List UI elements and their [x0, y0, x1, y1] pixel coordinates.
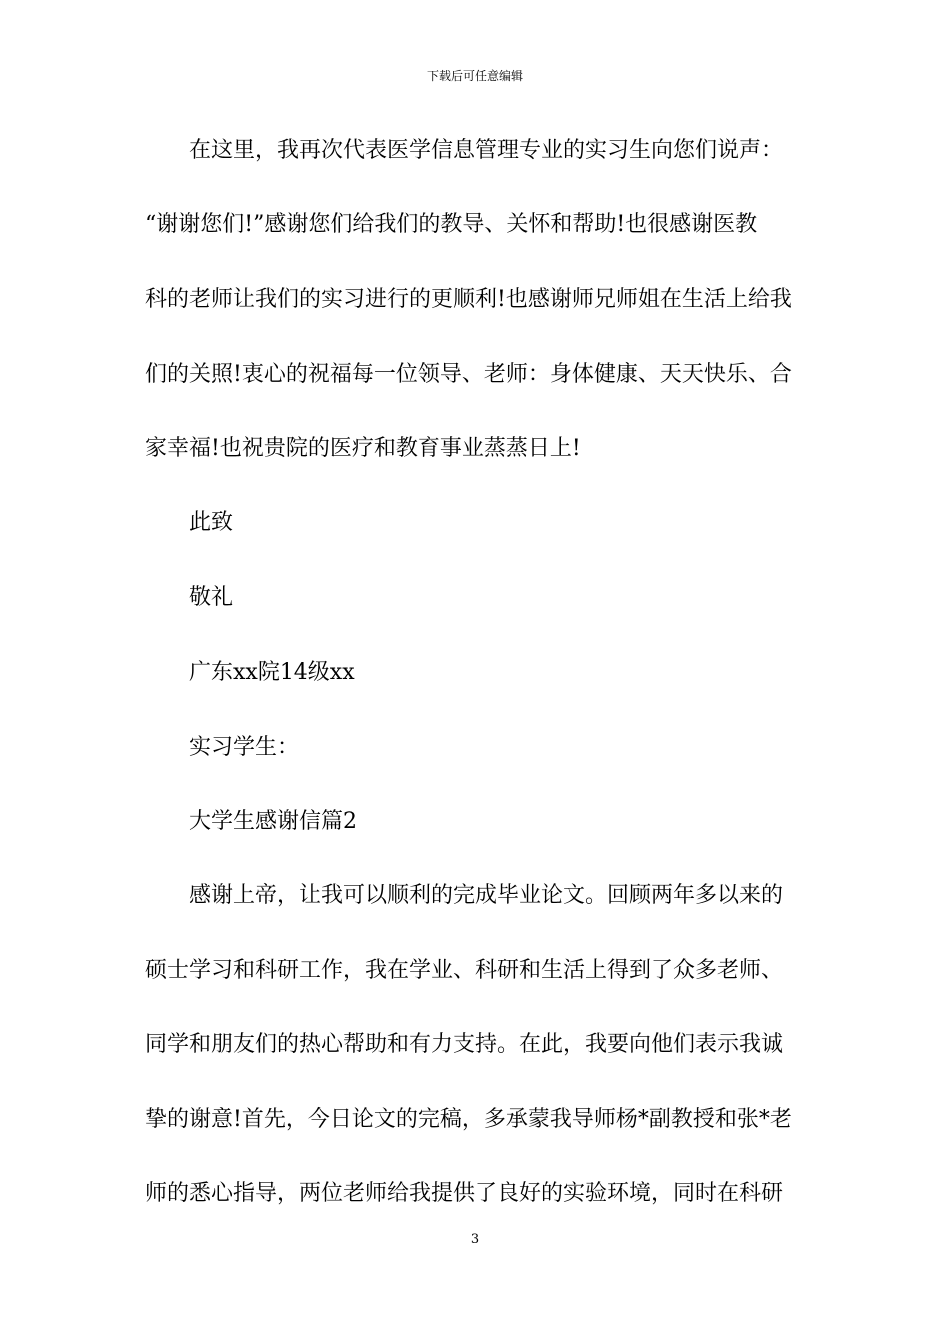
text-line: 师的悉心指导，两位老师给我提供了良好的实验环境，同时在科研 [145, 1181, 784, 1206]
text-line: 们的关照!衷心的祝福每一位领导、老师：身体健康、天天快乐、合 [145, 362, 792, 387]
text-line: 挚的谢意!首先，今日论文的完稿，多承蒙我导师杨*副教授和张*老 [145, 1107, 792, 1132]
text-line: 科的老师让我们的实习进行的更顺利!也感谢师兄师姐在生活上给我 [145, 287, 792, 312]
signature-line: 实习学生： [189, 735, 300, 760]
text-line: 家幸福!也祝贵院的医疗和教育事业蒸蒸日上! [145, 436, 581, 461]
section-heading: 大学生感谢信篇2 [189, 809, 357, 834]
page-number: 3 [470, 1232, 480, 1247]
signature-line: 广东xx院14级xx [189, 660, 355, 685]
salutation-line: 敬礼 [189, 585, 234, 610]
page-header: 下载后可任意编辑 [426, 69, 523, 83]
text-line: 硕士学习和科研工作，我在学业、科研和生活上得到了众多老师、 [145, 958, 784, 983]
text-line: 同学和朋友们的热心帮助和有力支持。在此，我要向他们表示我诚 [145, 1032, 784, 1057]
text-line: 在这里，我再次代表医学信息管理专业的实习生向您们说声： [189, 138, 784, 163]
salutation-line: 此致 [189, 510, 234, 535]
text-line: “谢谢您们!”感谢您们给我们的教导、关怀和帮助!也很感谢医教 [145, 212, 758, 237]
text-line: 感谢上帝，让我可以顺利的完成毕业论文。回顾两年多以来的 [189, 883, 784, 908]
